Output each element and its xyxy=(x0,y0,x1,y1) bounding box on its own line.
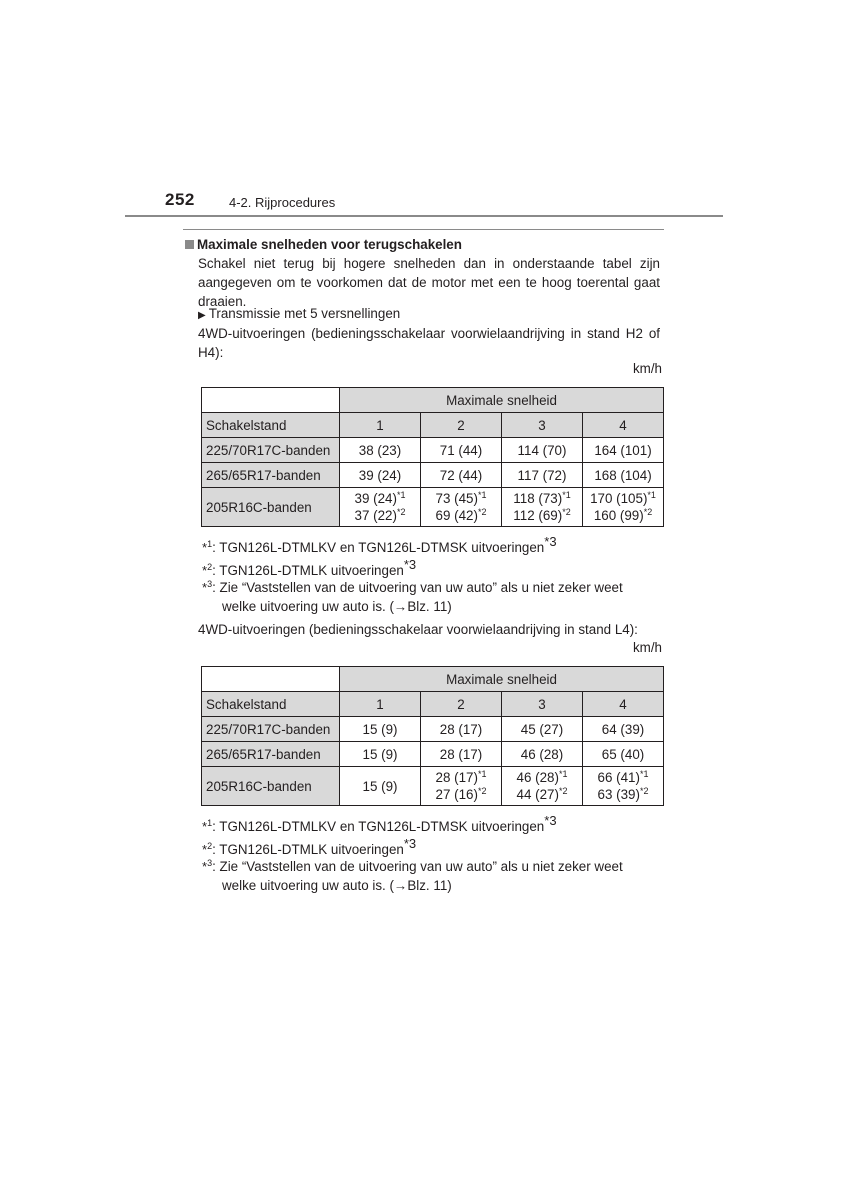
footnote-mark: * xyxy=(202,859,208,874)
table-row xyxy=(202,742,664,767)
tire-label: 205R16C-banden xyxy=(202,767,340,806)
speed-value: 160 (99) xyxy=(593,508,644,523)
speed-cell: 168 (104) xyxy=(583,463,664,488)
condition-h2-h4: 4WD-uitvoeringen (bedieningsschakelaar voorwielaandrijving in stand H2 of H4): xyxy=(198,326,660,360)
footnote-ref: *1 xyxy=(558,769,568,779)
footnote-ref: *3 xyxy=(403,557,417,572)
speed-table-h2-h4 xyxy=(201,387,664,527)
header-rule xyxy=(125,215,723,217)
tire-label: 265/65R17-banden xyxy=(202,742,340,767)
intro-paragraph: Schakel niet terug bij hogere snelheden dan in onderstaande tabel zijn aangegeven om te voorkomen dat de motor met een te hoog toerental gaat draaien. xyxy=(198,256,660,309)
footnote-mark: * xyxy=(202,540,208,555)
speed-cell: 15 (9) xyxy=(340,717,421,742)
footnote-ref: *2 xyxy=(396,507,406,517)
speed-value: 170 (105) xyxy=(590,491,648,506)
tire-label: 225/70R17C-banden xyxy=(202,438,340,463)
table-corner xyxy=(202,388,340,413)
footnote-ref: *3 xyxy=(544,813,557,828)
speed-cell: 28 (17) xyxy=(421,717,502,742)
footnote-num: 2 xyxy=(207,562,213,572)
footnote-num: 3 xyxy=(207,579,213,589)
footnote-ref: *2 xyxy=(639,786,649,796)
row-header-label: Schakelstand xyxy=(202,692,340,717)
footnote-3 xyxy=(202,578,660,616)
footnote-ref: *1 xyxy=(396,490,406,500)
speed-cell xyxy=(502,767,583,806)
speed-cell xyxy=(583,488,664,527)
group-header: Maximale snelheid xyxy=(340,667,664,692)
speed-cell: 72 (44) xyxy=(421,463,502,488)
table-row xyxy=(202,438,664,463)
speed-value: 118 (73) xyxy=(513,491,563,506)
gear-header: 2 xyxy=(421,692,502,717)
footnote-1 xyxy=(202,532,660,557)
gear-header: 1 xyxy=(340,413,421,438)
footnote-text-cont: welke uitvoering uw auto is. (→Blz. 11) xyxy=(222,878,452,893)
speed-value: 66 (41) xyxy=(597,770,640,785)
footnote-text: : TGN126L-DTMLKV en TGN126L-DTMSK uitvoeringen xyxy=(212,540,545,555)
footnote-ref: *1 xyxy=(477,769,487,779)
tire-label: 205R16C-banden xyxy=(202,488,340,527)
speed-table-l4 xyxy=(201,666,664,806)
speed-cell: 114 (70) xyxy=(502,438,583,463)
speed-value: 69 (42) xyxy=(435,508,478,523)
footnote-mark: * xyxy=(202,842,208,857)
speed-cell: 15 (9) xyxy=(340,742,421,767)
footnote-text: : TGN126L-DTMLK uitvoeringen xyxy=(212,842,404,857)
speed-value: 63 (39) xyxy=(597,787,640,802)
gear-header: 3 xyxy=(502,692,583,717)
speed-cell: 71 (44) xyxy=(421,438,502,463)
speed-cell xyxy=(502,488,583,527)
table-row xyxy=(202,767,664,806)
footnote-text-cont: welke uitvoering uw auto is. (→Blz. 11) xyxy=(222,599,452,614)
footnote-ref: *3 xyxy=(403,836,417,851)
heading xyxy=(185,235,462,254)
tire-label: 265/65R17-banden xyxy=(202,463,340,488)
speed-value: 44 (27) xyxy=(516,787,559,802)
footnote-2 xyxy=(202,555,660,580)
gear-header: 4 xyxy=(583,413,664,438)
speed-cell: 38 (23) xyxy=(340,438,421,463)
table-corner xyxy=(202,667,340,692)
section-rule xyxy=(183,229,664,230)
speed-cell: 117 (72) xyxy=(502,463,583,488)
footnote-mark: * xyxy=(202,580,208,595)
footnote-ref: *2 xyxy=(643,507,653,517)
speed-cell: 164 (101) xyxy=(583,438,664,463)
speed-cell: 64 (39) xyxy=(583,717,664,742)
footnote-text: : TGN126L-DTMLKV en TGN126L-DTMSK uitvoeringen xyxy=(212,819,545,834)
speed-cell: 46 (28) xyxy=(502,742,583,767)
speed-cell: 45 (27) xyxy=(502,717,583,742)
footnote-mark: * xyxy=(202,563,208,578)
gear-header: 3 xyxy=(502,413,583,438)
speed-value: 73 (45) xyxy=(435,491,478,506)
speed-cell: 39 (24) xyxy=(340,463,421,488)
footnote-ref: *2 xyxy=(558,786,568,796)
speed-cell xyxy=(421,488,502,527)
speed-value: 46 (28) xyxy=(516,770,559,785)
speed-value: 39 (24) xyxy=(354,491,397,506)
group-header: Maximale snelheid xyxy=(340,388,664,413)
footnote-mark: * xyxy=(202,819,208,834)
gear-header: 4 xyxy=(583,692,664,717)
footnote-ref: *2 xyxy=(477,507,487,517)
footnote-num: 1 xyxy=(207,539,213,549)
condition-l4: 4WD-uitvoeringen (bedieningsschakelaar voorwielaandrijving in stand L4): xyxy=(198,622,638,637)
unit-label: km/h xyxy=(632,361,662,376)
footnote-ref: *1 xyxy=(562,490,571,500)
footnote-ref: *1 xyxy=(477,490,487,500)
triangle-bullet-icon: ▶ xyxy=(198,310,206,321)
footnote-ref: *2 xyxy=(477,786,487,796)
footnote-num: 3 xyxy=(207,858,213,868)
speed-cell xyxy=(583,767,664,806)
gear-header: 2 xyxy=(421,413,502,438)
speed-cell xyxy=(340,488,421,527)
footnote-1 xyxy=(202,811,660,836)
footnote-text: : TGN126L-DTMLK uitvoeringen xyxy=(212,563,404,578)
gear-header: 1 xyxy=(340,692,421,717)
footnote-ref: *1 xyxy=(647,490,656,500)
tire-label: 225/70R17C-banden xyxy=(202,717,340,742)
table-row xyxy=(202,717,664,742)
footnote-ref: *1 xyxy=(639,769,649,779)
speed-cell: 65 (40) xyxy=(583,742,664,767)
speed-value: 37 (22) xyxy=(354,508,397,523)
footnote-ref: *2 xyxy=(562,507,571,517)
heading-square-icon xyxy=(185,240,194,249)
bullet-text: Transmissie met 5 versnellingen xyxy=(208,306,401,321)
section-title: 4-2. Rijprocedures xyxy=(229,195,336,210)
speed-cell xyxy=(421,767,502,806)
table-row xyxy=(202,488,664,527)
footnote-3 xyxy=(202,857,660,895)
footnote-text: : Zie “Vaststellen van de uitvoering van uw auto” als u niet zeker weet xyxy=(212,859,623,874)
heading-text: Maximale snelheden voor terugschakelen xyxy=(197,237,462,252)
footnote-2 xyxy=(202,834,660,859)
footnote-num: 2 xyxy=(207,841,213,851)
speed-value: 27 (16) xyxy=(435,787,478,802)
table-row xyxy=(202,463,664,488)
footnote-num: 1 xyxy=(207,818,213,828)
page-number: 252 xyxy=(165,190,195,209)
bullet-item xyxy=(198,304,400,325)
row-header-label: Schakelstand xyxy=(202,413,340,438)
speed-value: 112 (69) xyxy=(513,508,563,523)
footnote-ref: *3 xyxy=(544,534,557,549)
speed-cell: 15 (9) xyxy=(340,767,421,806)
unit-label: km/h xyxy=(632,640,662,655)
speed-cell: 28 (17) xyxy=(421,742,502,767)
footnote-text: : Zie “Vaststellen van de uitvoering van uw auto” als u niet zeker weet xyxy=(212,580,623,595)
speed-value: 28 (17) xyxy=(435,770,478,785)
